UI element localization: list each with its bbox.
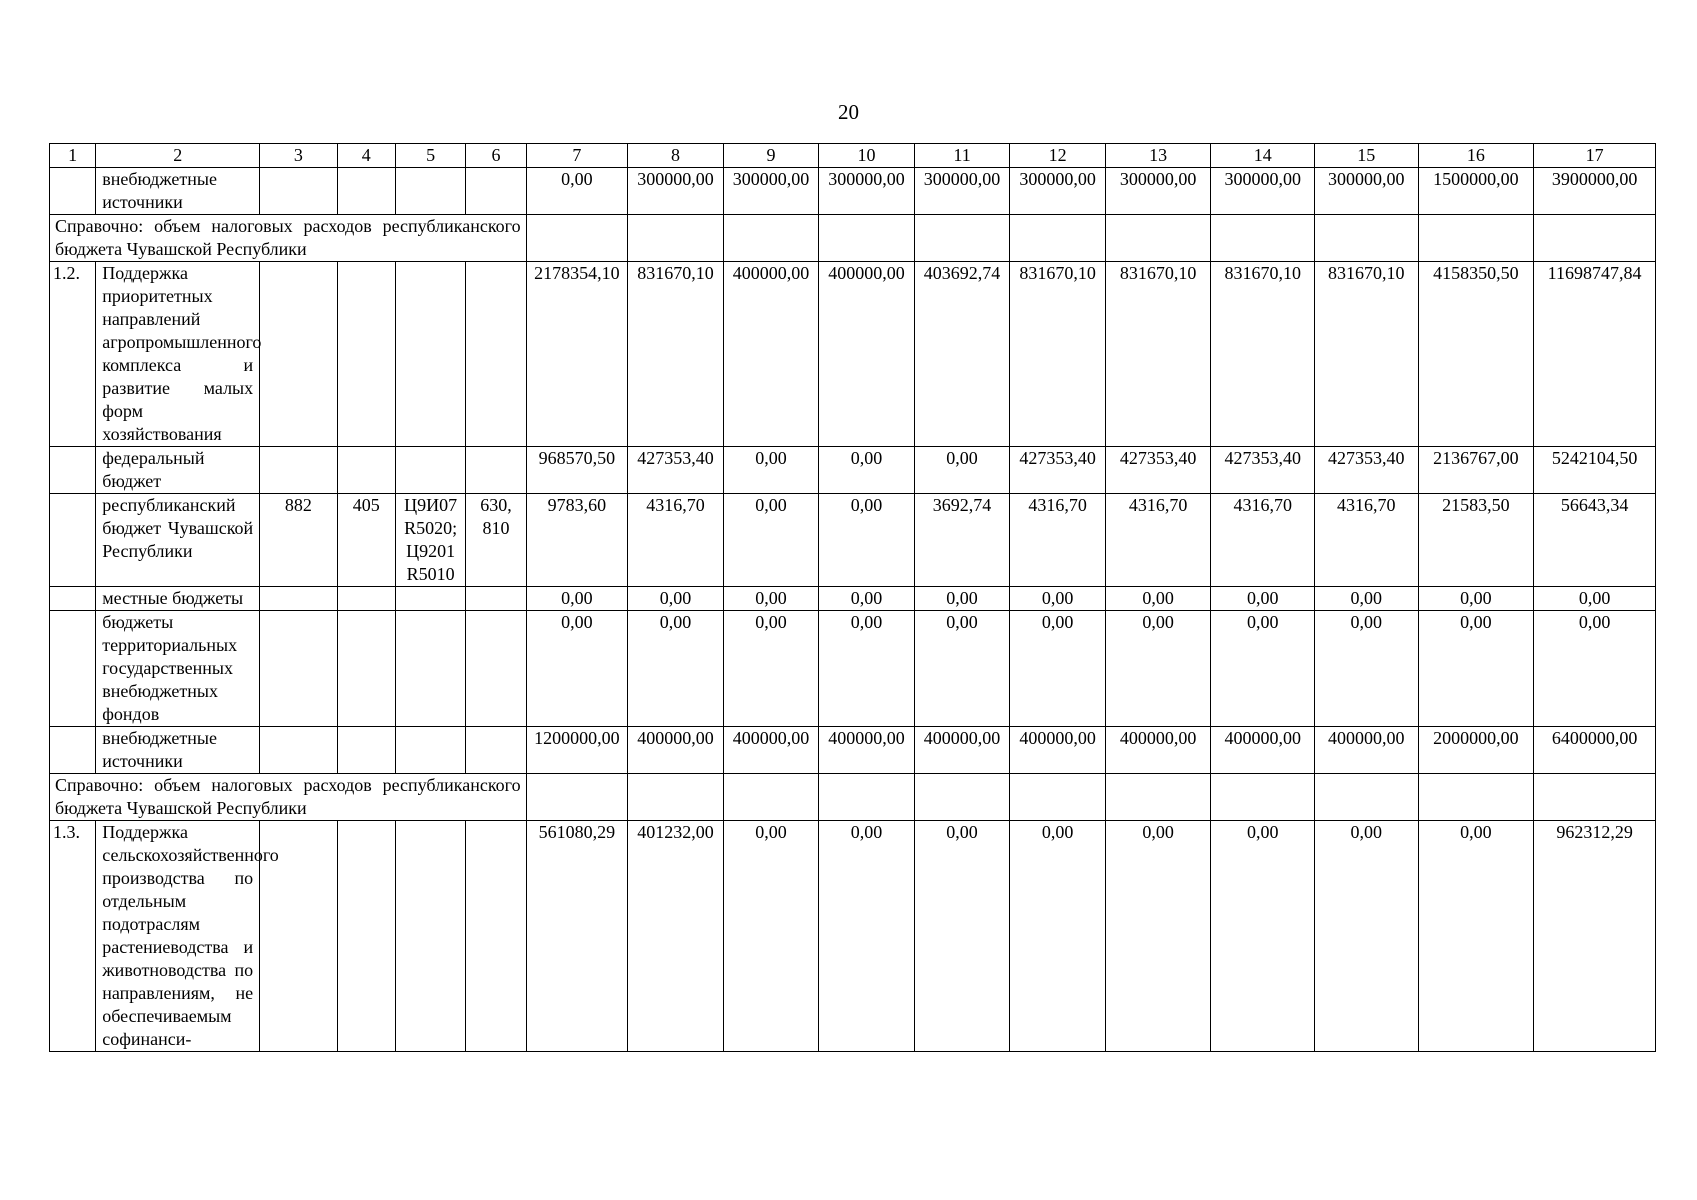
section-code-cell [337,611,395,727]
column-header: 7 [526,144,628,168]
value-cell: 0,00 [914,821,1010,1052]
table-row [50,821,1656,1052]
empty-cell [1010,215,1106,262]
value-cell: 4316,70 [1105,494,1211,587]
target-article-cell [395,727,465,774]
value-cell: 3692,74 [914,494,1010,587]
expense-type-cell [466,447,526,494]
value-cell: 0,00 [1314,587,1418,611]
column-header: 2 [96,144,260,168]
value-cell: 427353,40 [1105,447,1211,494]
value-cell: 0,00 [1010,611,1106,727]
value-cell: 21583,50 [1418,494,1534,587]
value-cell: 300000,00 [1211,168,1315,215]
empty-cell [819,215,915,262]
item-number-cell [50,494,96,587]
table-body [50,144,1656,1052]
item-name-cell: республиканский бюджет Чувашской Республики [96,494,260,587]
empty-cell [1534,774,1656,821]
value-cell: 400000,00 [628,727,724,774]
value-cell: 831670,10 [628,262,724,447]
empty-cell [1211,774,1315,821]
value-cell: 427353,40 [1314,447,1418,494]
admin-code-cell [260,447,337,494]
column-header: 15 [1314,144,1418,168]
empty-cell [914,215,1010,262]
value-cell: 4158350,50 [1418,262,1534,447]
section-code-cell [337,447,395,494]
value-cell: 0,00 [1105,611,1211,727]
section-code-cell [337,168,395,215]
reference-note: Справочно: объем налоговых расходов республиканского бюджета Чувашской Республики [50,215,527,262]
item-name-cell: внебюджетные источники [96,168,260,215]
item-number-cell [50,168,96,215]
value-cell: 0,00 [819,447,915,494]
value-cell: 962312,29 [1534,821,1656,1052]
section-code-cell: 405 [337,494,395,587]
value-cell: 427353,40 [628,447,724,494]
value-cell: 0,00 [914,611,1010,727]
empty-cell [628,215,724,262]
section-code-cell [337,262,395,447]
target-article-cell [395,168,465,215]
value-cell: 403692,74 [914,262,1010,447]
value-cell: 0,00 [723,494,819,587]
empty-cell [819,774,915,821]
table-row [50,611,1656,727]
value-cell: 4316,70 [1010,494,1106,587]
value-cell: 300000,00 [914,168,1010,215]
expense-type-cell [466,168,526,215]
value-cell: 400000,00 [723,262,819,447]
page-number: 20 [838,100,859,124]
item-number-cell: 1.2. [50,262,96,447]
target-article-cell [395,611,465,727]
header-row [50,144,1656,168]
value-cell: 400000,00 [1010,727,1106,774]
table-row [50,168,1656,215]
value-cell: 0,00 [914,447,1010,494]
value-cell: 0,00 [1314,821,1418,1052]
table-row [50,727,1656,774]
table-row [50,587,1656,611]
value-cell: 400000,00 [723,727,819,774]
value-cell: 400000,00 [819,727,915,774]
value-cell: 0,00 [819,821,915,1052]
value-cell: 831670,10 [1010,262,1106,447]
admin-code-cell [260,611,337,727]
value-cell: 831670,10 [1314,262,1418,447]
value-cell: 1200000,00 [526,727,628,774]
empty-cell [1010,774,1106,821]
column-header: 17 [1534,144,1656,168]
value-cell: 0,00 [526,168,628,215]
value-cell: 0,00 [819,611,915,727]
value-cell: 1500000,00 [1418,168,1534,215]
empty-cell [1534,215,1656,262]
value-cell: 300000,00 [1314,168,1418,215]
value-cell: 0,00 [1418,821,1534,1052]
value-cell: 0,00 [1211,821,1315,1052]
value-cell: 400000,00 [1314,727,1418,774]
item-name-cell: Поддержка приоритетных направлений агропромышленного комплекса и развитие малых форм хозяйствования [96,262,260,447]
expense-type-cell [466,587,526,611]
value-cell: 400000,00 [914,727,1010,774]
value-cell: 5242104,50 [1534,447,1656,494]
empty-cell [1105,215,1211,262]
item-name-cell: федеральный бюджет [96,447,260,494]
value-cell: 300000,00 [723,168,819,215]
value-cell: 400000,00 [1211,727,1315,774]
column-header: 10 [819,144,915,168]
column-header: 16 [1418,144,1534,168]
empty-cell [1211,215,1315,262]
value-cell: 0,00 [628,611,724,727]
item-name-cell: местные бюджеты [96,587,260,611]
column-header: 6 [466,144,526,168]
target-article-cell [395,447,465,494]
target-article-cell: Ц9И07 R5020; Ц9201 R5010 [395,494,465,587]
item-name-cell: бюджеты территориальных государственных внебюджетных фондов [96,611,260,727]
value-cell: 0,00 [819,587,915,611]
column-header: 3 [260,144,337,168]
value-cell: 300000,00 [1105,168,1211,215]
admin-code-cell [260,727,337,774]
value-cell: 0,00 [723,611,819,727]
value-cell: 0,00 [526,611,628,727]
column-header: 1 [50,144,96,168]
empty-cell [723,774,819,821]
value-cell: 0,00 [723,587,819,611]
value-cell: 0,00 [1534,611,1656,727]
value-cell: 0,00 [1105,587,1211,611]
expense-type-cell: 630, 810 [466,494,526,587]
value-cell: 300000,00 [628,168,724,215]
value-cell: 0,00 [723,447,819,494]
value-cell: 300000,00 [1010,168,1106,215]
column-header: 14 [1211,144,1315,168]
expense-type-cell [466,611,526,727]
column-header: 8 [628,144,724,168]
expense-type-cell [466,727,526,774]
value-cell: 427353,40 [1010,447,1106,494]
value-cell: 427353,40 [1211,447,1315,494]
section-code-cell [337,587,395,611]
item-number-cell [50,447,96,494]
reference-note: Справочно: объем налоговых расходов республиканского бюджета Чувашской Республики [50,774,527,821]
column-header: 13 [1105,144,1211,168]
value-cell: 6400000,00 [1534,727,1656,774]
value-cell: 0,00 [723,821,819,1052]
value-cell: 0,00 [1534,587,1656,611]
value-cell: 0,00 [1010,587,1106,611]
item-name-cell: Поддержка сельскохозяйственного производства по отдельным подотраслям растениеводства и животноводства по направлениям, не обеспечиваемым софинанси- [96,821,260,1052]
target-article-cell [395,821,465,1052]
value-cell: 0,00 [526,587,628,611]
budget-table [49,143,1656,1052]
admin-code-cell [260,168,337,215]
table-row [50,262,1656,447]
column-header: 12 [1010,144,1106,168]
item-name-cell: внебюджетные источники [96,727,260,774]
item-number-cell: 1.3. [50,821,96,1052]
column-header: 11 [914,144,1010,168]
empty-cell [1418,774,1534,821]
table-row [50,494,1656,587]
value-cell: 2178354,10 [526,262,628,447]
value-cell: 0,00 [1418,587,1534,611]
value-cell: 3900000,00 [1534,168,1656,215]
value-cell: 11698747,84 [1534,262,1656,447]
value-cell: 401232,00 [628,821,724,1052]
section-code-cell [337,727,395,774]
column-header: 4 [337,144,395,168]
value-cell: 400000,00 [819,262,915,447]
value-cell: 0,00 [1211,587,1315,611]
value-cell: 831670,10 [1105,262,1211,447]
value-cell: 4316,70 [1211,494,1315,587]
expense-type-cell [466,262,526,447]
empty-cell [1314,215,1418,262]
value-cell: 0,00 [1010,821,1106,1052]
value-cell: 4316,70 [628,494,724,587]
target-article-cell [395,262,465,447]
section-code-cell [337,821,395,1052]
reference-note-row [50,774,1656,821]
value-cell: 968570,50 [526,447,628,494]
value-cell: 2000000,00 [1418,727,1534,774]
value-cell: 300000,00 [819,168,915,215]
value-cell: 561080,29 [526,821,628,1052]
value-cell: 0,00 [819,494,915,587]
item-number-cell [50,611,96,727]
value-cell: 9783,60 [526,494,628,587]
value-cell: 0,00 [914,587,1010,611]
empty-cell [526,774,628,821]
value-cell: 400000,00 [1105,727,1211,774]
value-cell: 0,00 [1314,611,1418,727]
admin-code-cell [260,587,337,611]
empty-cell [628,774,724,821]
admin-code-cell: 882 [260,494,337,587]
empty-cell [1105,774,1211,821]
value-cell: 0,00 [1211,611,1315,727]
target-article-cell [395,587,465,611]
value-cell: 0,00 [1418,611,1534,727]
empty-cell [1418,215,1534,262]
value-cell: 4316,70 [1314,494,1418,587]
reference-note-row [50,215,1656,262]
value-cell: 831670,10 [1211,262,1315,447]
empty-cell [723,215,819,262]
value-cell: 2136767,00 [1418,447,1534,494]
item-number-cell [50,727,96,774]
value-cell: 0,00 [628,587,724,611]
value-cell: 0,00 [1105,821,1211,1052]
empty-cell [526,215,628,262]
admin-code-cell [260,262,337,447]
empty-cell [1314,774,1418,821]
item-number-cell [50,587,96,611]
expense-type-cell [466,821,526,1052]
table-row [50,447,1656,494]
column-header: 5 [395,144,465,168]
value-cell: 56643,34 [1534,494,1656,587]
empty-cell [914,774,1010,821]
column-header: 9 [723,144,819,168]
